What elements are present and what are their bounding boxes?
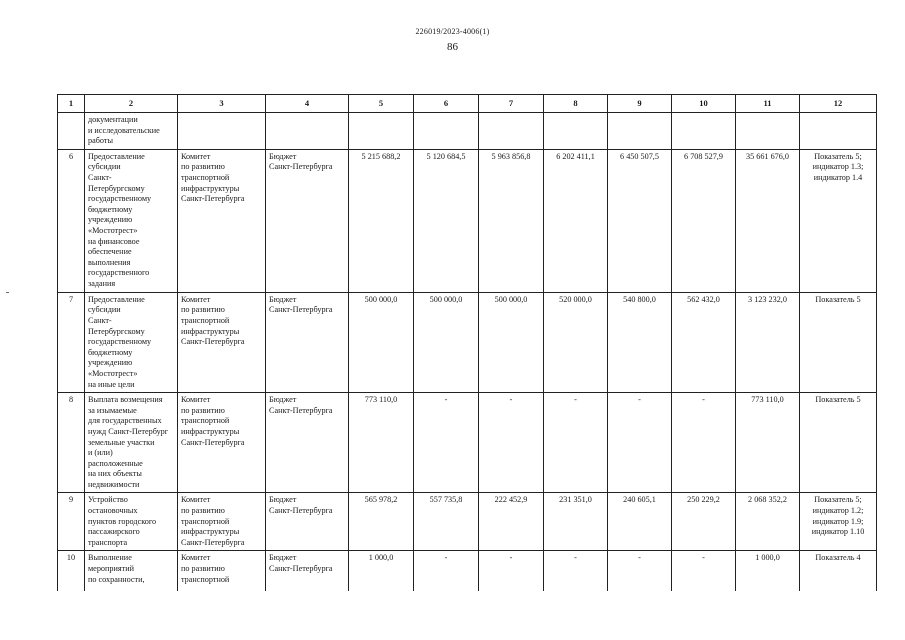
funding-source: Бюджет Санкт-Петербурга <box>266 292 349 392</box>
value-cell: 1 000,0 <box>349 551 414 592</box>
column-header: 6 <box>414 95 479 113</box>
column-header: 11 <box>736 95 800 113</box>
column-header: 5 <box>349 95 414 113</box>
value-cell: 240 605,1 <box>608 493 672 551</box>
total-cell: 2 068 352,2 <box>736 493 800 551</box>
funding-source: Бюджет Санкт-Петербурга <box>266 149 349 292</box>
column-header: 2 <box>85 95 178 113</box>
column-header: 7 <box>479 95 544 113</box>
value-cell: 6 450 507,5 <box>608 149 672 292</box>
funding-source: Бюджет Санкт-Петербурга <box>266 551 349 592</box>
value-cell <box>672 113 736 150</box>
value-cell: 231 351,0 <box>544 493 608 551</box>
total-cell <box>736 113 800 150</box>
responsible-org: Комитет по развитию транспортной инфраструктуры Санкт-Петербурга <box>178 393 266 493</box>
value-cell <box>349 113 414 150</box>
table-row <box>58 149 877 292</box>
value-cell: 500 000,0 <box>414 292 479 392</box>
header-row <box>58 95 877 113</box>
column-header: 12 <box>800 95 877 113</box>
value-cell: 520 000,0 <box>544 292 608 392</box>
row-number: 9 <box>58 493 85 551</box>
responsible-org: Комитет по развитию транспортной инфраструктуры Санкт-Петербурга <box>178 292 266 392</box>
value-cell: - <box>479 393 544 493</box>
value-cell: 562 432,0 <box>672 292 736 392</box>
indicator-cell: Показатель 5 <box>800 393 877 493</box>
value-cell: - <box>544 393 608 493</box>
page-number: 86 <box>447 41 458 53</box>
value-cell: - <box>479 551 544 592</box>
continuation-row <box>58 113 877 150</box>
total-cell: 773 110,0 <box>736 393 800 493</box>
value-cell: 222 452,9 <box>479 493 544 551</box>
value-cell <box>608 113 672 150</box>
indicator-cell <box>800 113 877 150</box>
value-cell: 565 978,2 <box>349 493 414 551</box>
value-cell: 500 000,0 <box>479 292 544 392</box>
column-header: 10 <box>672 95 736 113</box>
total-cell: 35 661 676,0 <box>736 149 800 292</box>
value-cell: 6 708 527,9 <box>672 149 736 292</box>
value-cell: - <box>672 393 736 493</box>
indicator-cell: Показатель 5 <box>800 292 877 392</box>
value-cell: - <box>414 393 479 493</box>
row-number: 8 <box>58 393 85 493</box>
value-cell: 5 963 856,8 <box>479 149 544 292</box>
value-cell: 5 120 684,5 <box>414 149 479 292</box>
value-cell: 500 000,0 <box>349 292 414 392</box>
indicator-cell: Показатель 5; индикатор 1.3; индикатор 1.4 <box>800 149 877 292</box>
value-cell: - <box>414 551 479 592</box>
measure-name: Выполнение мероприятий по сохранности, <box>85 551 178 592</box>
column-header: 4 <box>266 95 349 113</box>
margin-mark <box>6 292 9 293</box>
row-number <box>58 113 85 150</box>
funding-source <box>266 113 349 150</box>
column-header: 3 <box>178 95 266 113</box>
measure-name: Выплата возмещения за изымаемые для государственных нужд Санкт-Петербург земельные участки и (или) расположенные на них объекты недвижимости <box>85 393 178 493</box>
measure-name: документации и исследовательские работы <box>85 113 178 150</box>
total-cell: 1 000,0 <box>736 551 800 592</box>
value-cell: - <box>544 551 608 592</box>
value-cell: 773 110,0 <box>349 393 414 493</box>
column-header: 9 <box>608 95 672 113</box>
value-cell: - <box>608 393 672 493</box>
measure-name: Предоставление субсидии Санкт- Петербургскому государственному бюджетному учреждению «Мостотрест» на иные цели <box>85 292 178 392</box>
table-row <box>58 292 877 392</box>
row-number: 6 <box>58 149 85 292</box>
program-table <box>57 94 877 591</box>
value-cell: - <box>672 551 736 592</box>
indicator-cell: Показатель 5; индикатор 1.2; индикатор 1.9; индикатор 1.10 <box>800 493 877 551</box>
responsible-org <box>178 113 266 150</box>
value-cell: 557 735,8 <box>414 493 479 551</box>
row-number: 10 <box>58 551 85 592</box>
value-cell: 250 229,2 <box>672 493 736 551</box>
table-row <box>58 393 877 493</box>
responsible-org: Комитет по развитию транспортной инфраструктуры Санкт-Петербурга <box>178 493 266 551</box>
value-cell: 6 202 411,1 <box>544 149 608 292</box>
value-cell <box>414 113 479 150</box>
indicator-cell: Показатель 4 <box>800 551 877 592</box>
value-cell: 5 215 688,2 <box>349 149 414 292</box>
value-cell <box>544 113 608 150</box>
column-header: 1 <box>58 95 85 113</box>
table-row <box>58 493 877 551</box>
funding-source: Бюджет Санкт-Петербурга <box>266 393 349 493</box>
funding-source: Бюджет Санкт-Петербурга <box>266 493 349 551</box>
measure-name: Предоставление субсидии Санкт- Петербургскому государственному бюджетному учреждению «Мостотрест» на финансовое обеспечение выполнения государственного задания <box>85 149 178 292</box>
value-cell: - <box>608 551 672 592</box>
row-number: 7 <box>58 292 85 392</box>
value-cell <box>479 113 544 150</box>
document-id: 226019/2023-4006(1) <box>415 27 490 36</box>
measure-name: Устройство остановочных пунктов городского пассажирского транспорта <box>85 493 178 551</box>
responsible-org: Комитет по развитию транспортной <box>178 551 266 592</box>
column-header: 8 <box>544 95 608 113</box>
responsible-org: Комитет по развитию транспортной инфраструктуры Санкт-Петербурга <box>178 149 266 292</box>
total-cell: 3 123 232,0 <box>736 292 800 392</box>
table-row <box>58 551 877 592</box>
value-cell: 540 800,0 <box>608 292 672 392</box>
